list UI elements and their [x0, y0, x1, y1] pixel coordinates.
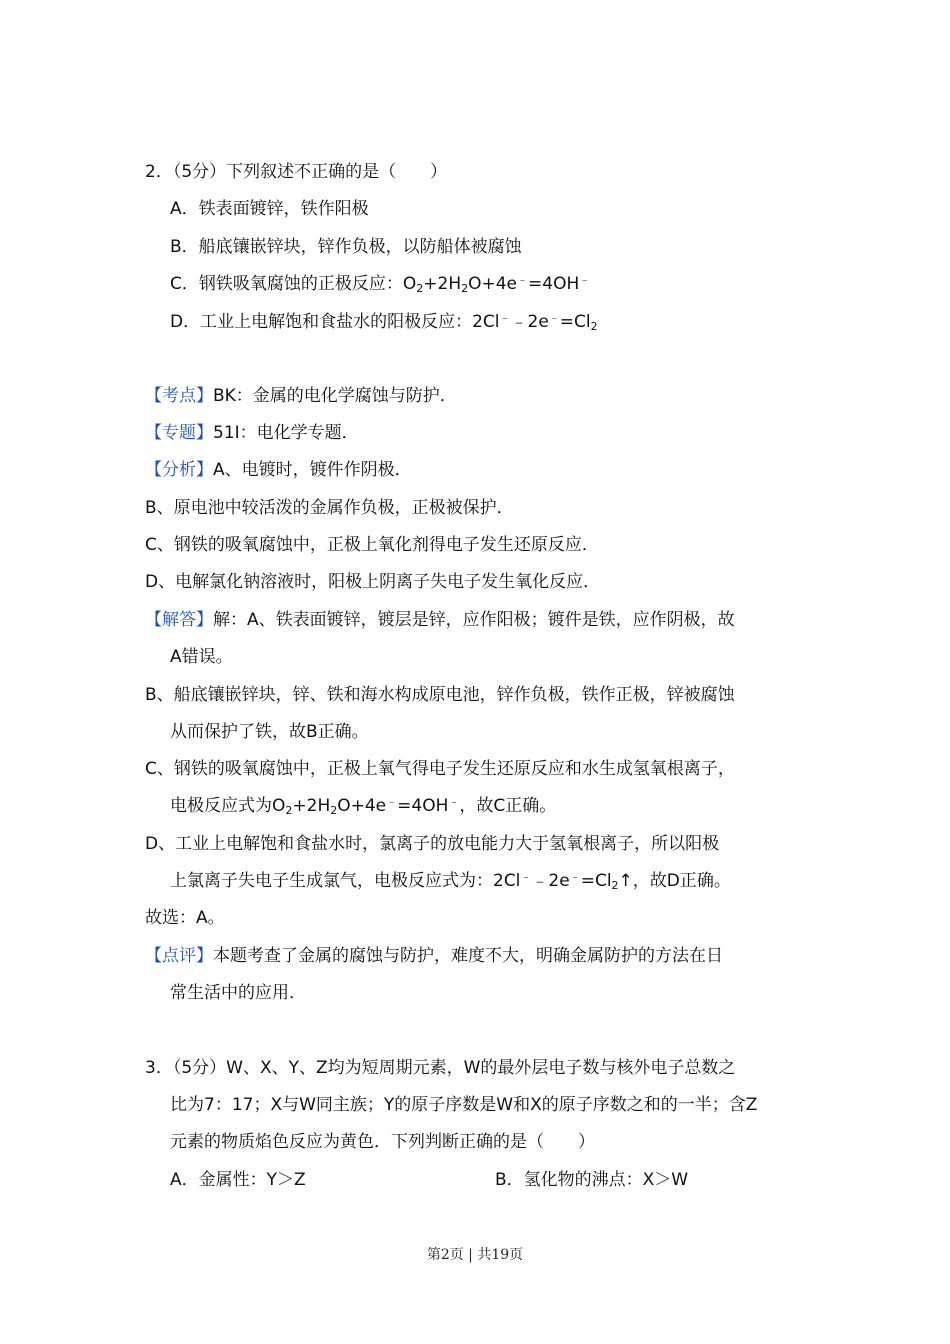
jieda-b2: 从而保护了铁，故B正确。 — [170, 722, 369, 742]
jieda-d2 — [170, 869, 731, 893]
q3-stem-1: 3．（5分）W、X、Y、Z均为短周期元素，W的最外层电子数与核外电子总数之 — [145, 1058, 736, 1078]
q2-option-b: B．船底镶嵌锌块，锌作负极，以防船体被腐蚀 — [170, 237, 522, 257]
q3-option-a: A．金属性：Y＞Z — [170, 1170, 306, 1190]
q2-option-d-equation: $2Cl^﹣﹣2e^﹣=Cl_2$ — [472, 311, 598, 333]
q3-stem-3: 元素的物质焰色反应为黄色．下列判断正确的是（ ） — [170, 1132, 595, 1152]
dianping-2: 常生活中的应用． — [170, 983, 306, 1003]
fenxi-a: A、电镀时，镀件作阴极． — [213, 460, 412, 480]
fenxi-line — [145, 458, 412, 482]
jieda-d2-equation: $2Cl^﹣﹣2e^﹣=Cl_2$ — [493, 870, 619, 892]
q3-stem-2: 比为7：17；X与W同主族；Y的原子序数是W和X的原子序数之和的一半；含Z — [170, 1095, 758, 1115]
q2-stem: 2．（5分）下列叙述不正确的是（ ） — [145, 162, 448, 182]
kaodian-line — [145, 384, 457, 408]
jieda-a2: A错误。 — [170, 647, 233, 667]
page-footer: 第2页 | 共19页 — [426, 1247, 524, 1263]
jieda-tag: 【解答】 — [145, 610, 213, 630]
kaodian-text: BK：金属的电化学腐蚀与防护． — [213, 386, 457, 406]
q2-option-c-text: C．钢铁吸氧腐蚀的正极反应： — [170, 274, 403, 294]
zhuanti-line — [145, 421, 359, 445]
q2-option-d-text: D．工业上电解饱和食盐水的阳极反应： — [170, 312, 473, 332]
kaodian-tag: 【考点】 — [145, 386, 213, 406]
jieda-c2-conclusion: ，故C正确。 — [459, 796, 557, 816]
jieda-c2-equation: $O_2+2H_2O+4e^﹣=4OH^﹣$ — [272, 795, 460, 817]
dianping-1: 本题考查了金属的腐蚀与防护，难度不大，明确金属防护的方法在日 — [213, 946, 723, 966]
fenxi-d: D、电解氯化钠溶液时，阳极上阴离子失电子发生氧化反应． — [145, 572, 601, 592]
q3-option-b: B．氢化物的沸点：X＞W — [495, 1170, 689, 1190]
jieda-c2-text: 电极反应式为 — [170, 796, 272, 816]
fenxi-tag: 【分析】 — [145, 460, 213, 480]
jieda-c1: C、钢铁的吸氧腐蚀中，正极上氧气得电子发生还原反应和水生成氢氧根离子， — [145, 759, 735, 779]
jieda-b1: B、船底镶嵌锌块，锌、铁和海水构成原电池，锌作负极，铁作正极，锌被腐蚀 — [145, 685, 735, 705]
q2-option-d — [170, 310, 598, 334]
q2-option-c-equation: $O_2+2H_2O+4e^﹣=4OH^﹣$ — [402, 273, 591, 295]
guxuan: 故选：A。 — [145, 908, 225, 928]
jieda-a1: 解：A、铁表面镀锌，镀层是锌，应作阳极；镀件是铁，应作阴极，故 — [213, 610, 735, 630]
zhuanti-text: 51I：电化学专题． — [213, 423, 359, 443]
jieda-d2-conclusion: ↑，故D正确。 — [618, 871, 731, 891]
q2-option-a: A．铁表面镀锌，铁作阳极 — [170, 199, 369, 219]
jieda-d2-text: 上氯离子失电子生成氯气，电极反应式为： — [170, 871, 493, 891]
zhuanti-tag: 【专题】 — [145, 423, 213, 443]
fenxi-c: C、钢铁的吸氧腐蚀中，正极上氧化剂得电子发生还原反应． — [145, 535, 599, 555]
dianping-tag: 【点评】 — [145, 946, 213, 966]
fenxi-b: B、原电池中较活泼的金属作负极，正极被保护． — [145, 498, 514, 518]
jieda-d1: D、工业上电解饱和食盐水时，氯离子的放电能力大于氢氧根离子，所以阳极 — [145, 834, 720, 854]
dianping-line — [145, 944, 723, 968]
jieda-line — [145, 608, 735, 632]
q2-option-c — [170, 272, 590, 296]
jieda-c2 — [170, 794, 556, 818]
